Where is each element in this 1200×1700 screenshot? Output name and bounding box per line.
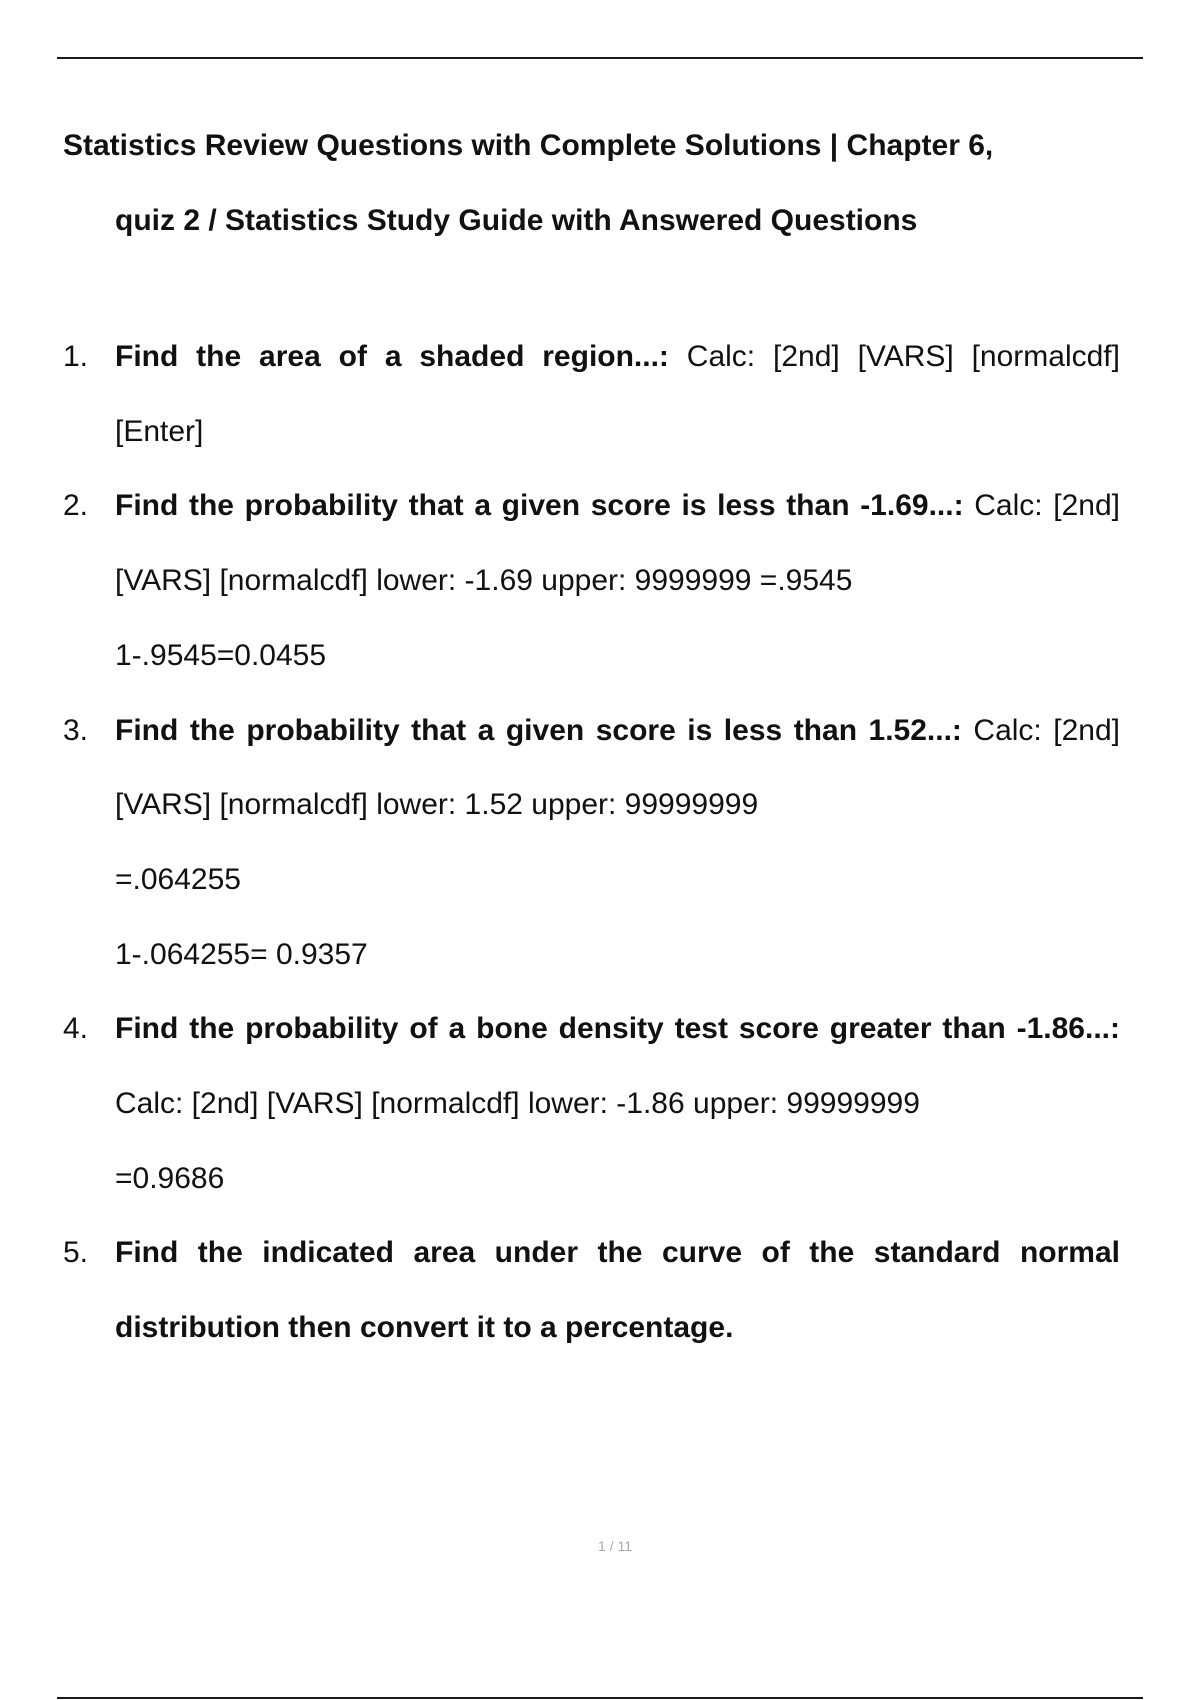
question-number: 3. [63, 713, 89, 747]
question-number: 4. [63, 1012, 89, 1046]
question-prompt: Find the probability that a given score is less than 1.52...: [115, 713, 962, 747]
question-answer: Calc: [2nd] [VARS] [normalcdf] lower: 1.52 upper: 99999999 [115, 713, 1120, 822]
question-item [63, 992, 1120, 1216]
answer-line: =0.9686 [115, 1161, 225, 1195]
question-number: 5. [63, 1236, 89, 1270]
question-prompt: Find the indicated area under the curve of the standard normal distribution then convert it to a percentage. [115, 1236, 1120, 1345]
question-number: 1. [63, 340, 89, 373]
question-list [63, 320, 1120, 1366]
question-answer: Calc: [2nd] [VARS] [normalcdf] lower: -1.86 upper: 99999999 [115, 1087, 920, 1121]
question-item [63, 694, 1120, 993]
page-indicator: 1 / 11 [598, 1538, 632, 1554]
question-prompt: Find the area of a shaded region...: [115, 340, 669, 373]
answer-line: 1-.064255= 0.9357 [115, 937, 368, 971]
top-rule [57, 57, 1143, 59]
answer-line: 1-.9545=0.0455 [115, 638, 327, 672]
question-prompt: Find the probability that a given score is less than -1.69...: [115, 489, 964, 523]
answer-line: =.064255 [115, 862, 241, 896]
question-number: 2. [63, 489, 89, 523]
question-item [63, 1216, 1120, 1365]
title-line-2: quiz 2 / Statistics Study Guide with Answered Questions [115, 204, 918, 237]
document-title [63, 108, 1123, 258]
title-line-1: Statistics Review Questions with Complete Solutions | Chapter 6, [63, 129, 994, 162]
question-answer: Calc: [2nd] [VARS] [normalcdf] [Enter] [115, 340, 1120, 448]
question-item [63, 320, 1120, 469]
question-item [63, 469, 1120, 693]
bottom-rule [57, 1697, 1143, 1699]
question-prompt: Find the probability of a bone density test score greater than -1.86...: [115, 1012, 1120, 1046]
question-answer: Calc: [2nd] [VARS] [normalcdf] lower: -1.69 upper: 9999999 =.9545 [115, 489, 1120, 598]
